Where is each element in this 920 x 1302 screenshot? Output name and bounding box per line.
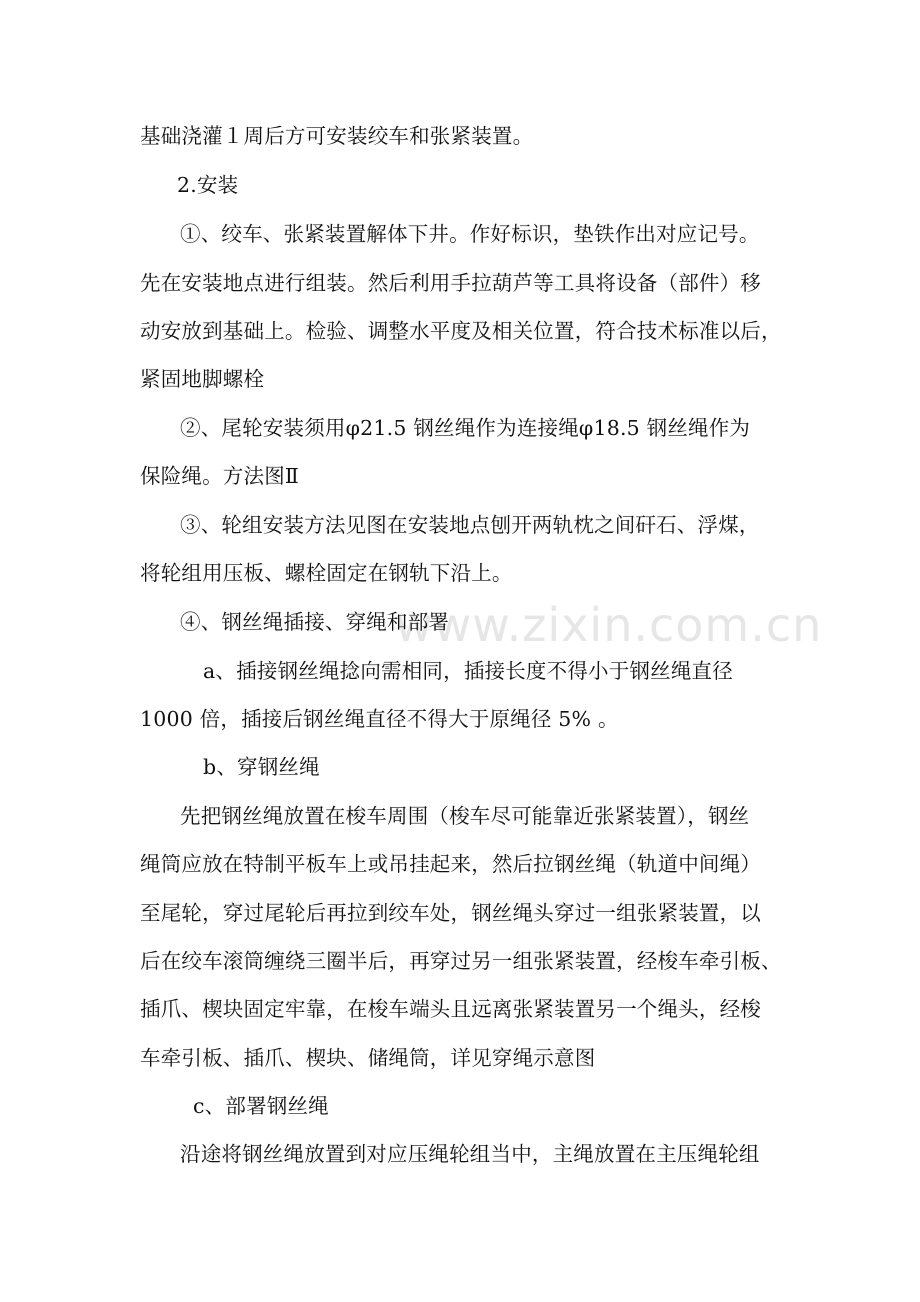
paragraph-line: 保险绳。方法图Ⅱ (140, 464, 300, 488)
paragraph-line: 基础浇灌１周后方可安装绞车和张紧装置。 (140, 124, 534, 148)
paragraph-line: a、插接钢丝绳捻向需相同，插接长度不得小于钢丝绳直径 (203, 659, 733, 683)
paragraph-line: 至尾轮，穿过尾轮后再拉到绞车处，钢丝绳头穿过一组张紧装置，以 (140, 901, 761, 925)
section-heading: 2.安装 (177, 173, 239, 197)
paragraph-line: 后在绞车滚筒缠绕三圈半后，再穿过另一组张紧装置，经梭车牵引板、 (140, 949, 782, 973)
paragraph-line: 动安放到基础上。检验、调整水平度及相关位置，符合技术标准以后， (140, 319, 782, 343)
paragraph-line: 先在安装地点进行组装。然后利用手拉葫芦等工具将设备（部件）移 (140, 271, 761, 295)
paragraph-line: b、穿钢丝绳 (203, 755, 320, 779)
paragraph-line: 1000 倍，插接后钢丝绳直径不得大于原绳径 5% 。 (140, 707, 619, 731)
paragraph-line: ②、尾轮安装须用φ21.5 钢丝绳作为连接绳φ18.5 钢丝绳作为 (180, 416, 751, 440)
paragraph-line: 紧固地脚螺栓 (140, 367, 265, 391)
paragraph-line: 将轮组用压板、螺栓固定在钢轨下沿上。 (140, 561, 513, 585)
paragraph-line: ③、轮组安装方法见图在安装地点刨开两轨枕之间矸石、浮煤， (180, 513, 760, 537)
paragraph-line: 先把钢丝绳放置在梭车周围（梭车尽可能靠近张紧装置），钢丝 (180, 804, 750, 828)
watermark: www.zixin.com.cn (395, 598, 823, 652)
paragraph-line: 沿途将钢丝绳放置到对应压绳轮组当中，主绳放置在主压绳轮组 (180, 1142, 760, 1166)
paragraph-line: 车牵引板、插爪、楔块、储绳筒，详见穿绳示意图 (140, 1046, 596, 1070)
paragraph-line: 绳筒应放在特制平板车上或吊挂起来，然后拉钢丝绳（轨道中间绳） (140, 852, 761, 876)
paragraph-line: ④、钢丝绳插接、穿绳和部署 (180, 610, 450, 634)
paragraph-line: ①、绞车、张紧装置解体下井。作好标识，垫铁作出对应记号。 (180, 222, 760, 246)
paragraph-line: 插爪、楔块固定牢靠，在梭车端头且远离张紧装置另一个绳头，经梭 (140, 997, 761, 1021)
paragraph-line: c、部署钢丝绳 (193, 1094, 329, 1118)
